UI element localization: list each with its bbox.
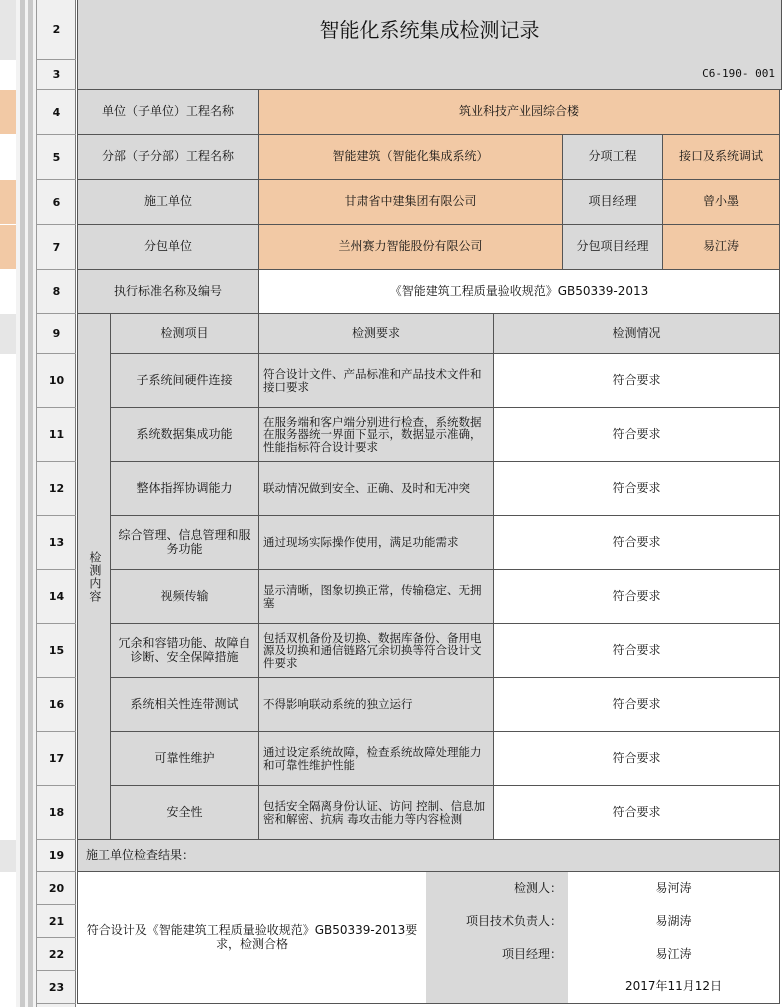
test-item-name: 综合管理、信息管理和服务功能 <box>111 516 259 570</box>
test-item-name: 冗余和容错功能、故障自诊断、安全保障措施 <box>111 624 259 678</box>
column-header-item: 检测项目 <box>111 314 259 354</box>
row-number[interactable]: 19 <box>37 840 76 872</box>
value-project-manager[interactable]: 曾小墨 <box>663 180 780 225</box>
row-number[interactable]: 4 <box>37 90 76 135</box>
test-item-name: 系统相关性连带测试 <box>111 678 259 732</box>
test-item-requirement: 不得影响联动系统的独立运行 <box>259 678 494 732</box>
date-spacer <box>426 971 568 1004</box>
label-subcontractor: 分包单位 <box>77 225 259 270</box>
label-contractor: 施工单位 <box>77 180 259 225</box>
column-header-result: 检测情况 <box>494 314 780 354</box>
row-number[interactable]: 20 <box>37 872 76 905</box>
value-subcontractor[interactable]: 兰州赛力智能股份有限公司 <box>259 225 563 270</box>
frozen-band <box>0 840 16 872</box>
test-item-name: 子系统间硬件连接 <box>111 354 259 408</box>
spreadsheet-grid <box>77 0 782 1007</box>
label-test-content <box>77 314 111 840</box>
value-tech-lead[interactable]: 易湖涛 <box>568 905 780 938</box>
test-item-name: 整体指挥协调能力 <box>111 462 259 516</box>
test-item-result[interactable]: 符合要求 <box>494 624 780 678</box>
column-header-requirement: 检测要求 <box>259 314 494 354</box>
test-item-name: 可靠性维护 <box>111 732 259 786</box>
test-item-name: 系统数据集成功能 <box>111 408 259 462</box>
label-inspector: 检测人： <box>426 872 568 905</box>
row-number[interactable]: 8 <box>37 270 76 314</box>
row-number[interactable]: 16 <box>37 678 76 732</box>
inspection-conclusion[interactable]: 符合设计及《智能建筑工程质量验收规范》GB50339-2013要求，检测合格 <box>77 872 426 1004</box>
form-code: C6-190- 001 <box>77 60 782 90</box>
value-manager[interactable]: 易江涛 <box>568 938 780 971</box>
frozen-band <box>0 225 16 269</box>
row-number[interactable]: 17 <box>37 732 76 786</box>
test-item-result[interactable]: 符合要求 <box>494 354 780 408</box>
label-project-name: 单位（子单位）工程名称 <box>77 90 259 135</box>
row-number[interactable]: 23 <box>37 971 76 1004</box>
frozen-band <box>0 0 16 60</box>
row-number[interactable]: 14 <box>37 570 76 624</box>
value-item-project[interactable]: 接口及系统调试 <box>663 135 780 180</box>
test-item-name: 视频传输 <box>111 570 259 624</box>
test-item-requirement: 包括安全隔离身份认证、访问 控制、信息加密和解密、抗病 毒攻击能力等内容检测 <box>259 786 494 840</box>
label-tech-lead: 项目技术负责人： <box>426 905 568 938</box>
test-item-result[interactable]: 符合要求 <box>494 786 780 840</box>
test-item-result[interactable]: 符合要求 <box>494 462 780 516</box>
row-number[interactable]: 15 <box>37 624 76 678</box>
label-sub-project: 分部（子分部）工程名称 <box>77 135 259 180</box>
row-header <box>36 0 76 1007</box>
value-date[interactable]: 2017年11月12日 <box>568 971 780 1004</box>
row-number[interactable]: 18 <box>37 786 76 840</box>
label-standard: 执行标准名称及编号 <box>77 270 259 314</box>
value-contractor[interactable]: 甘肃省中建集团有限公司 <box>259 180 563 225</box>
label-item-project: 分项工程 <box>563 135 663 180</box>
row-number[interactable]: 2 <box>37 0 76 60</box>
row-number[interactable]: 10 <box>37 354 76 408</box>
test-item-requirement: 通过设定系统故障，检查系统故障处理能力和可靠性维护性能 <box>259 732 494 786</box>
test-item-requirement: 在服务端和客户端分别进行检查，系统数据在服务器统一界面下显示，数据显示准确，性能指标符合设计要求 <box>259 408 494 462</box>
test-item-requirement: 包括双机备份及切换、数据库备份、备用电源及切换和通信链路冗余切换等符合设计文件要求 <box>259 624 494 678</box>
label-inspection-result: 施工单位检查结果： <box>77 840 780 872</box>
frozen-column-strip <box>0 0 16 1007</box>
test-item-result[interactable]: 符合要求 <box>494 732 780 786</box>
row-number[interactable]: 12 <box>37 462 76 516</box>
label-manager: 项目经理： <box>426 938 568 971</box>
test-item-name: 安全性 <box>111 786 259 840</box>
row-number[interactable]: 3 <box>37 60 76 90</box>
row-number[interactable]: 7 <box>37 225 76 270</box>
test-item-result[interactable]: 符合要求 <box>494 516 780 570</box>
frozen-band <box>0 314 16 354</box>
label-test-content-text: 检测内容 <box>87 550 102 603</box>
test-item-requirement: 通过现场实际操作使用，满足功能需求 <box>259 516 494 570</box>
test-item-result[interactable]: 符合要求 <box>494 408 780 462</box>
label-sub-project-manager: 分包项目经理 <box>563 225 663 270</box>
frozen-band <box>0 90 16 134</box>
value-inspector[interactable]: 易河涛 <box>568 872 780 905</box>
row-number[interactable]: 9 <box>37 314 76 354</box>
row-number[interactable]: 6 <box>37 180 76 225</box>
row-number[interactable]: 5 <box>37 135 76 180</box>
test-item-requirement: 显示清晰，图象切换正常，传输稳定、无拥塞 <box>259 570 494 624</box>
test-item-result[interactable]: 符合要求 <box>494 678 780 732</box>
test-item-result[interactable]: 符合要求 <box>494 570 780 624</box>
frozen-band <box>0 180 16 224</box>
value-sub-project-manager[interactable]: 易江涛 <box>663 225 780 270</box>
pane-splitter[interactable] <box>16 0 36 1007</box>
label-project-manager: 项目经理 <box>563 180 663 225</box>
value-standard[interactable]: 《智能建筑工程质量验收规范》GB50339-2013 <box>259 270 780 314</box>
page-title: 智能化系统集成检测记录 <box>77 0 782 60</box>
row-number[interactable]: 21 <box>37 905 76 938</box>
value-sub-project[interactable]: 智能建筑（智能化集成系统） <box>259 135 563 180</box>
value-project-name[interactable]: 筑业科技产业园综合楼 <box>259 90 780 135</box>
test-item-requirement: 符合设计文件、产品标准和产品技术文件和接口要求 <box>259 354 494 408</box>
row-number[interactable]: 11 <box>37 408 76 462</box>
row-number[interactable]: 13 <box>37 516 76 570</box>
test-item-requirement: 联动情况做到安全、正确、及时和无冲突 <box>259 462 494 516</box>
row-number[interactable]: 22 <box>37 938 76 971</box>
